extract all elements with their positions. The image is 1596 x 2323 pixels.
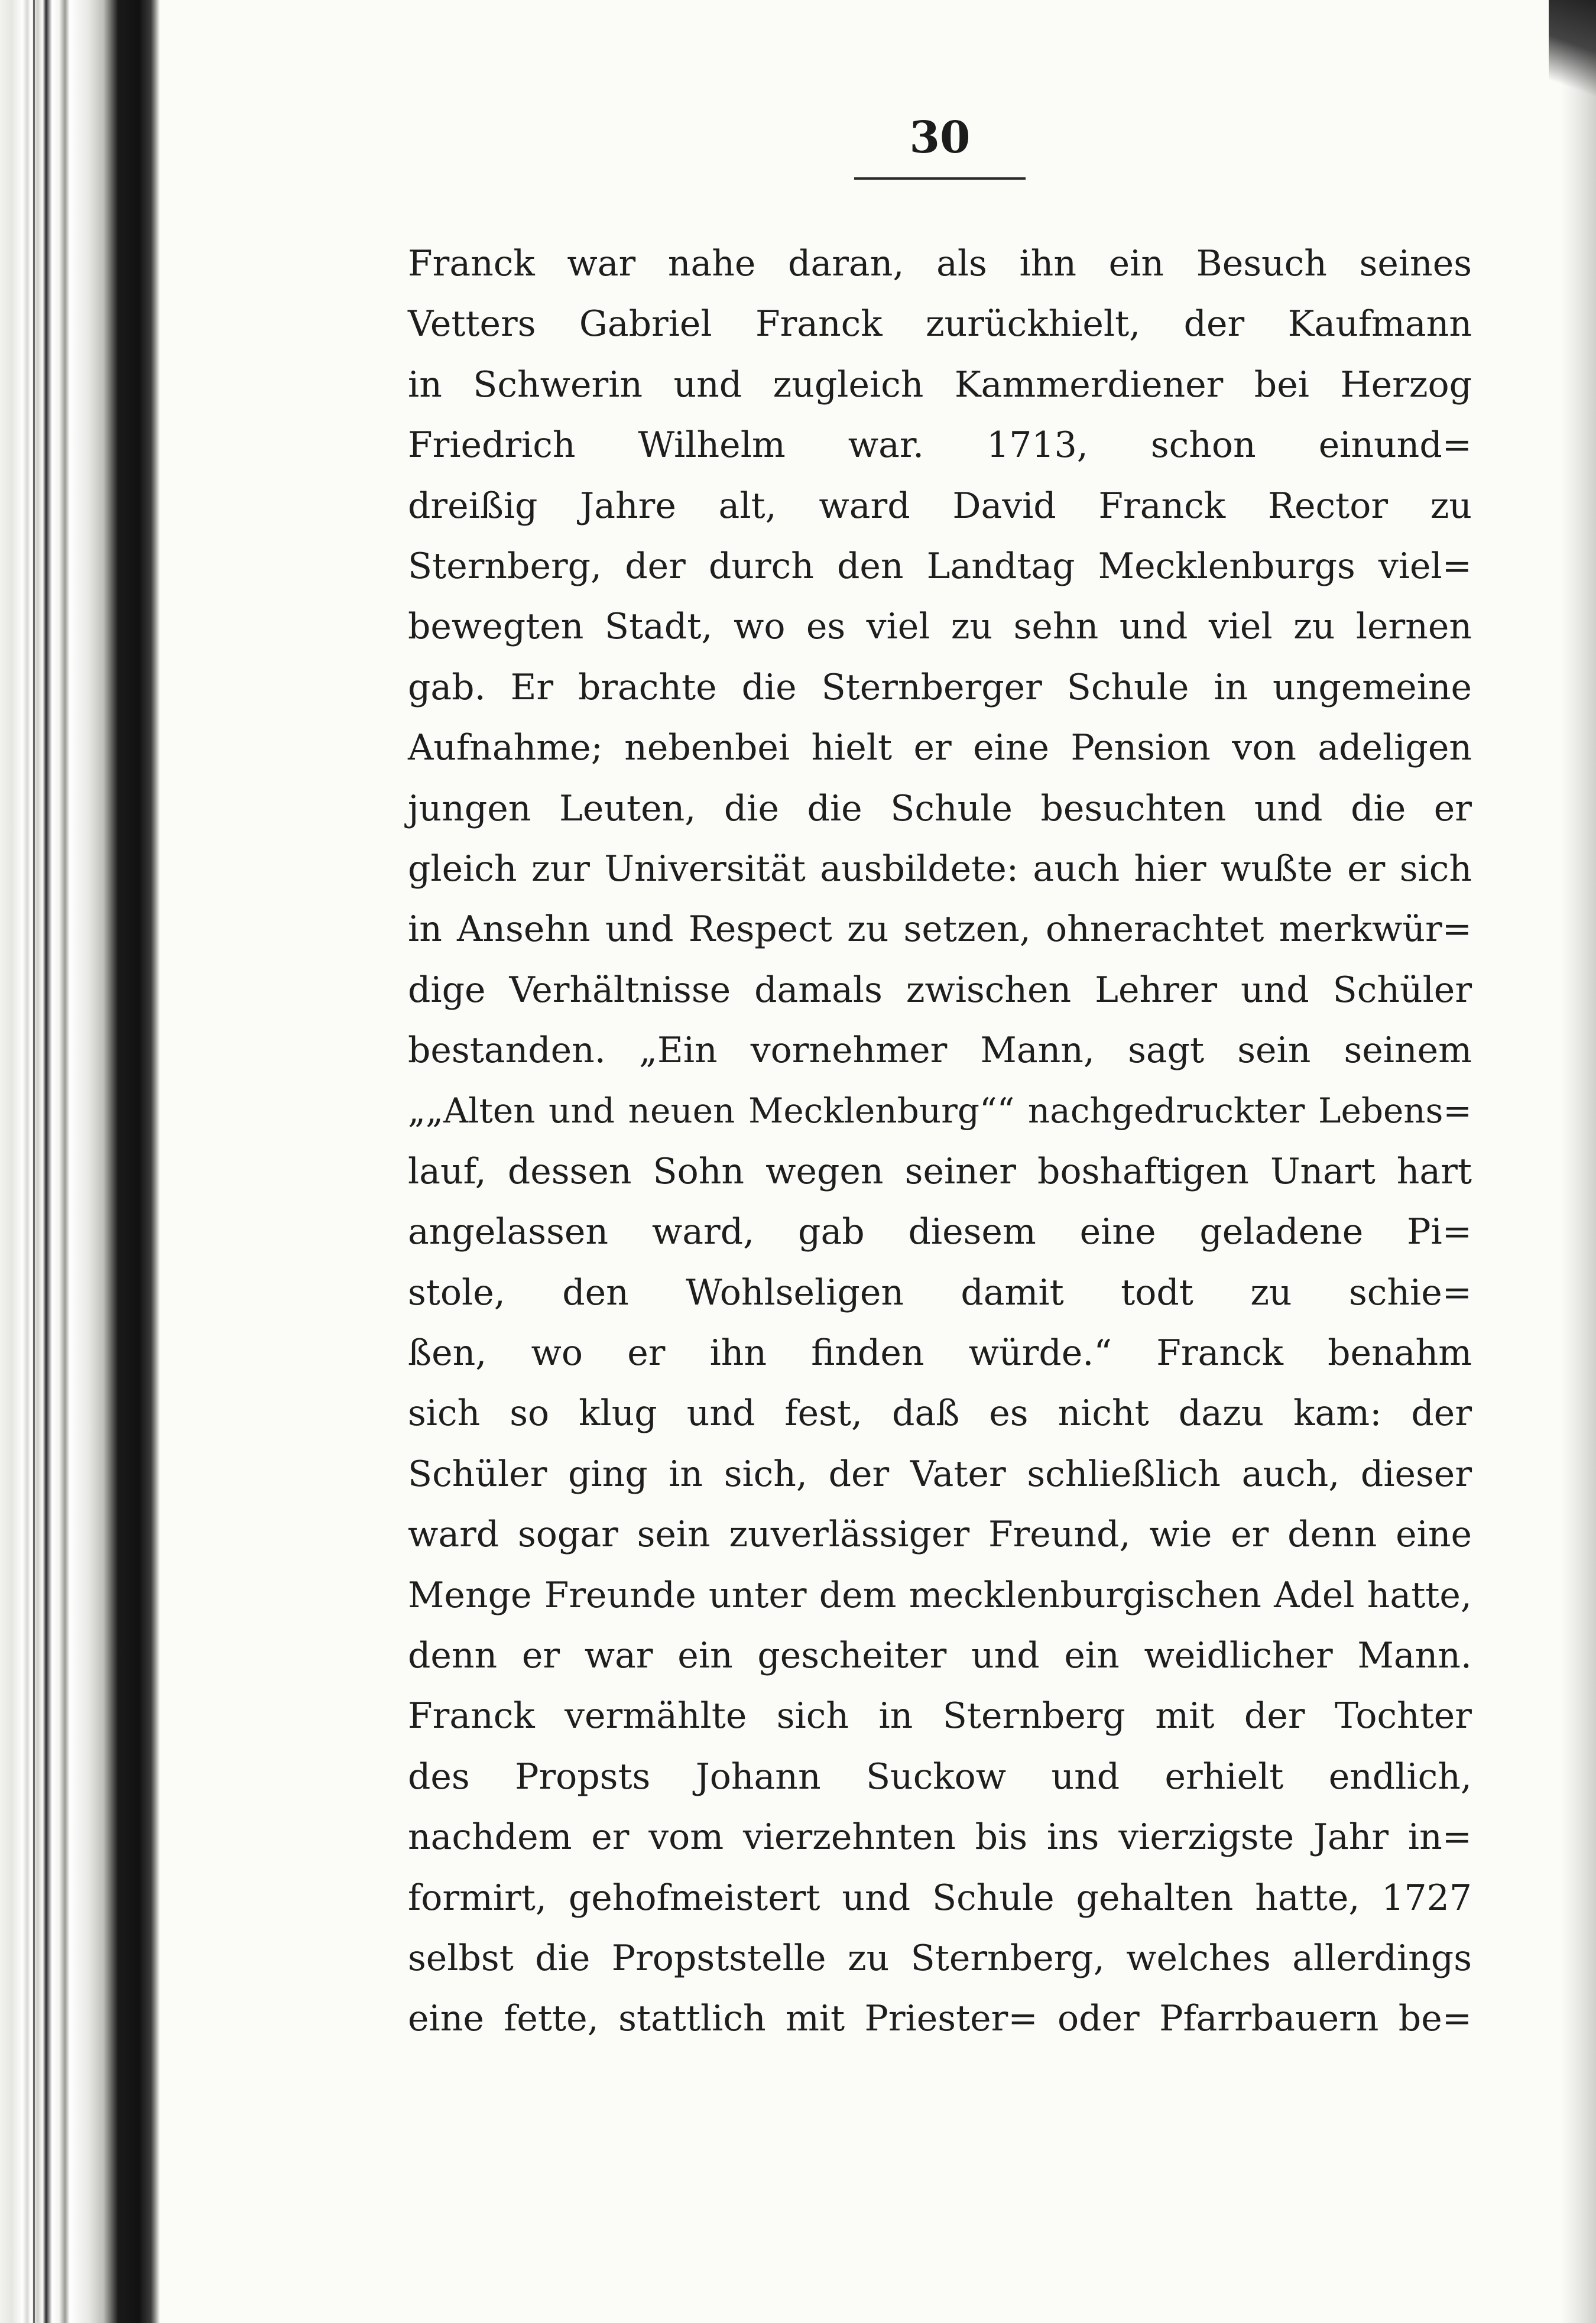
text-line: in Schwerin und zugleich Kammerdiener bei Herzog [408, 364, 1472, 405]
text-line: angelassen ward, gab diesem eine geladene Pi= [408, 1211, 1472, 1253]
text-line: Vetters Gabriel Franck zurückhielt, der Kaufmann [408, 303, 1472, 345]
text-line: „„Alten und neuen Mecklenburg““ nachgedruckter Lebens= [408, 1091, 1472, 1131]
text-line: Franck war nahe daran, als ihn ein Besuch seines [408, 243, 1472, 284]
text-line: selbst die Propststelle zu Sternberg, welches allerdings [408, 1937, 1472, 1979]
body-text [408, 233, 1472, 2049]
text-line: Sternberg, der durch den Landtag Mecklenburgs viel= [408, 545, 1472, 587]
text-line: gleich zur Universität ausbildete: auch hier wußte er sich [408, 848, 1472, 890]
text-line: Aufnahme; nebenbei hielt er eine Pension von adeligen [408, 727, 1472, 769]
text-line: Schüler ging in sich, der Vater schließlich auch, dieser [408, 1453, 1472, 1495]
text-line: bestanden. „Ein vornehmer Mann, sagt sein seinem [408, 1030, 1472, 1072]
text-line: eine fette, stattlich mit Priester= oder Pfarrbauern be= [408, 1998, 1472, 2040]
text-line: ßen, wo er ihn finden würde.“ Franck benahm [408, 1332, 1472, 1374]
text-line: dreißig Jahre alt, ward David Franck Rector zu [408, 485, 1472, 527]
text-line: in Ansehn und Respect zu setzen, ohnerachtet merkwür= [408, 909, 1472, 950]
book-binding-edge [0, 0, 160, 2323]
text-line: gab. Er brachte die Sternberger Schule in ungemeine [408, 666, 1472, 708]
corner-shadow [1549, 0, 1596, 112]
text-line: Franck vermählte sich in Sternberg mit der Tochter [408, 1695, 1472, 1737]
text-line: bewegten Stadt, wo es viel zu sehn und viel zu lernen [408, 606, 1472, 648]
text-line: Menge Freunde unter dem mecklenburgischen Adel hatte, [408, 1574, 1472, 1616]
text-line: jungen Leuten, die die Schule besuchten und die er [408, 787, 1472, 829]
text-line: stole, den Wohlseligen damit todt zu schie= [408, 1271, 1472, 1313]
text-line: Friedrich Wilhelm war. 1713, schon einund= [408, 424, 1472, 466]
binding-line [33, 0, 35, 2323]
text-line: dige Verhältnisse damals zwischen Lehrer und Schüler [408, 969, 1472, 1011]
text-line: formirt, gehofmeistert und Schule gehalten hatte, 1727 [408, 1877, 1472, 1919]
text-line: ward sogar sein zuverlässiger Freund, wie er denn eine [408, 1514, 1472, 1556]
page-number: 30 [909, 112, 971, 163]
text-line: nachdem er vom vierzehnten bis ins vierzigste Jahr in= [408, 1816, 1472, 1858]
page-number-rule [854, 177, 1026, 180]
text-line: denn er war ein gescheiter und ein weidlicher Mann. [408, 1634, 1472, 1676]
page-right-edge [1561, 0, 1596, 2323]
text-line: des Propsts Johann Suckow und erhielt endlich, [408, 1756, 1472, 1798]
text-line: lauf, dessen Sohn wegen seiner boshaftigen Unart hart [408, 1150, 1472, 1192]
text-line: sich so klug und fest, daß es nicht dazu kam: der [408, 1393, 1472, 1435]
